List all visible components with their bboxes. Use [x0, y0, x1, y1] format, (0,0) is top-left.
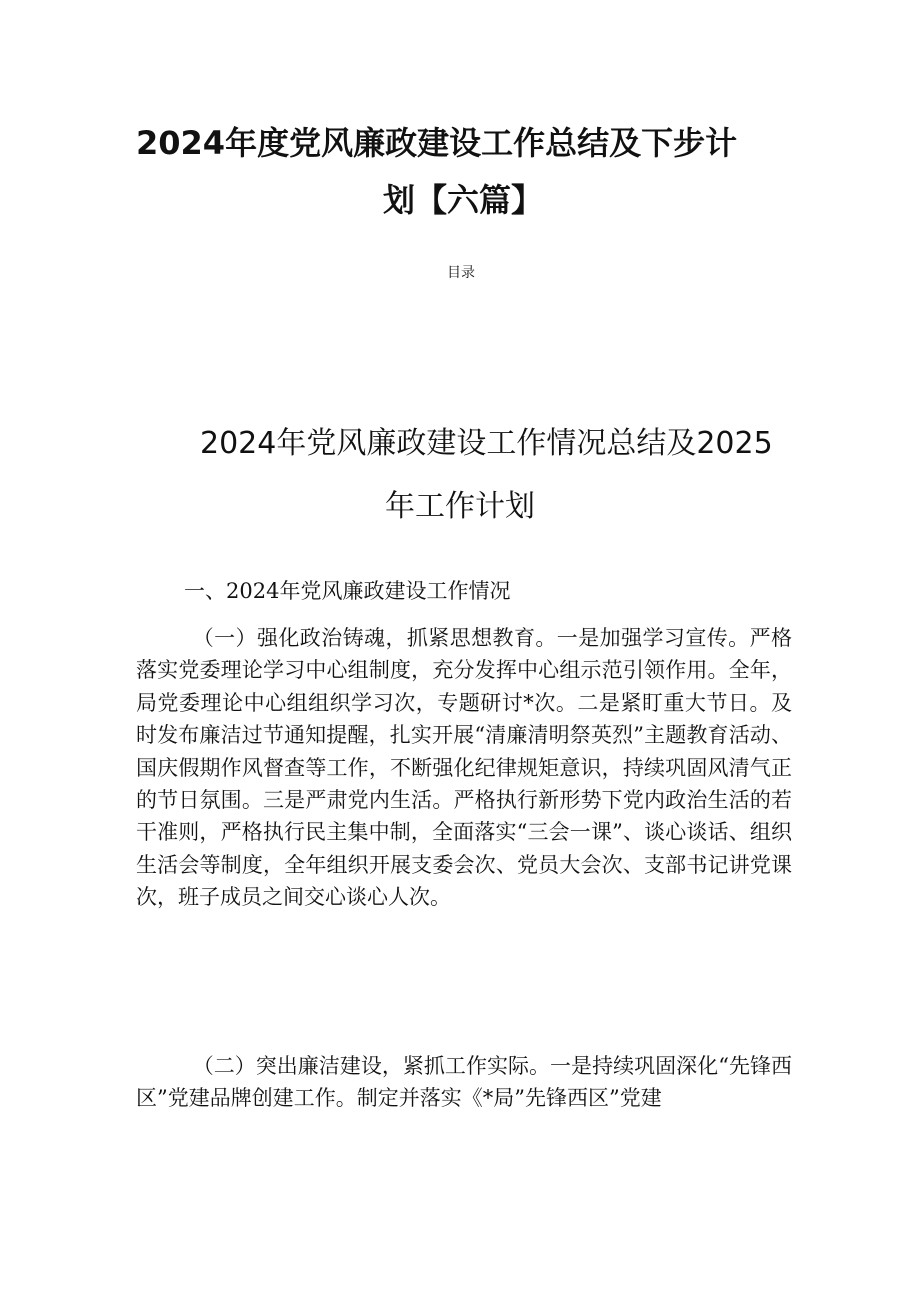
section-title-line-2: 年工作计划 [385, 489, 535, 524]
table-of-contents-label: 目录 [447, 265, 475, 281]
document-title-line-1: 2024年度党风廉政建设工作总结及下步计 [136, 124, 738, 162]
document-title-line-2: 划【六篇】 [383, 181, 544, 219]
body-paragraph-1: （一）强化政治铸魂，抓紧思想教育。一是加强学习宣传。严格落实党委理论学习中心组制度，充分发挥中心组示范引领作用。全年，局党委理论中心组组织学习次，专题研讨*次。二是紧盯重大节日。及时发布廉洁过节通知提醒，扎实开展“清廉清明祭英烈”主题教育活动、国庆假期作风督查等工作，不断强化纪律规矩意识，持续巩固风清气正的节日氛围。三是严肃党内生活。严格执行新形势下党内政治生活的若干准则，严格执行民主集中制，全面落实“三会一课”、谈心谈话、组织生活会等制度，全年组织开展支委会次、党员大会次、支部书记讲党课次，班子成员之间交心谈心人次。 [136, 626, 792, 910]
section-heading: 一、2024年党风廉政建设工作情况 [184, 579, 511, 603]
section-title-line-1: 2024年党风廉政建设工作情况总结及2025 [200, 426, 773, 461]
body-paragraph-2: （二）突出廉洁建设，紧抓工作实际。一是持续巩固深化“先锋西区”党建品牌创建工作。制定并落实《*局”先锋西区”党建 [136, 1054, 792, 1111]
